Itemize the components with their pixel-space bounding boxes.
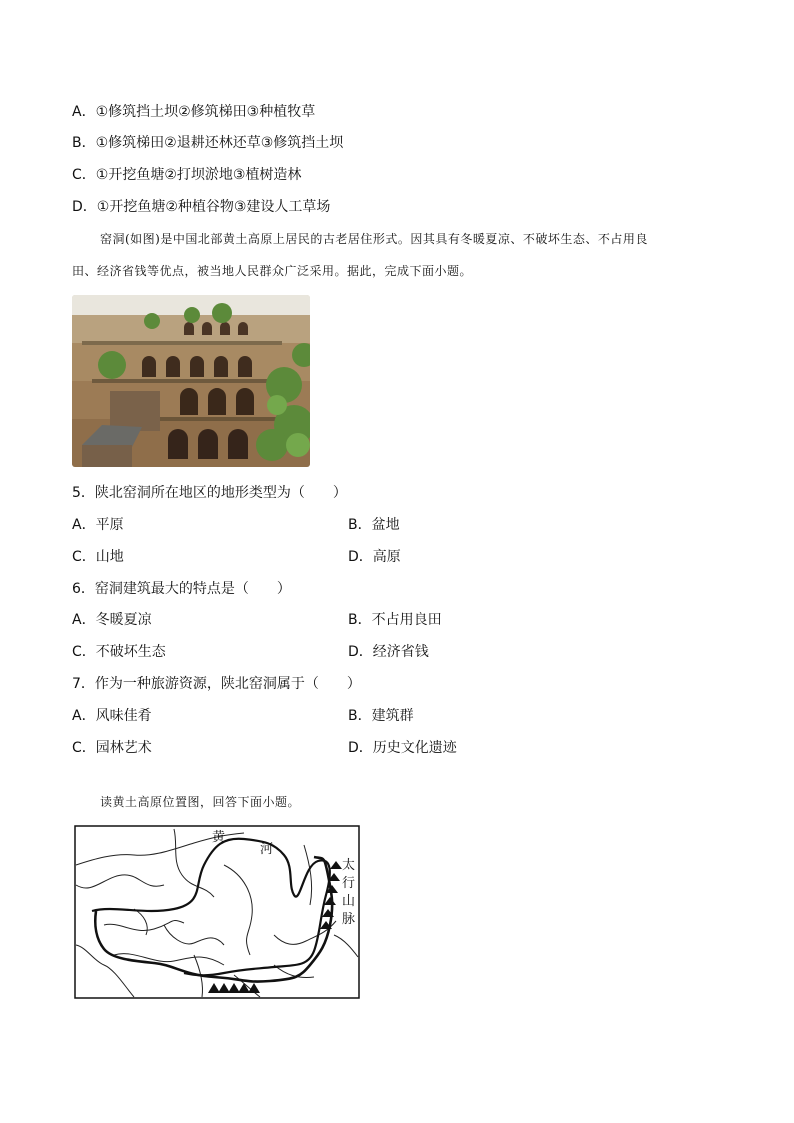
q5-option-a: A．平原 — [72, 517, 124, 533]
q6-option-c: C．不破坏生态 — [72, 644, 166, 660]
map-label-mai: 脉 — [342, 912, 356, 927]
map-label-he: 河 — [260, 842, 274, 857]
map-label-tai: 太 — [342, 858, 356, 873]
map-label-huang: 黄 — [212, 830, 226, 845]
map-intro: 读黄土高原位置图，回答下面小题。 — [100, 795, 301, 809]
loess-plateau-map — [74, 825, 360, 999]
intro-paragraph-line2: 田、经济省钱等优点，被当地人民群众广泛采用。据此，完成下面小题。 — [72, 264, 473, 278]
q6-stem: 6．窑洞建筑最大的特点是（ ） — [72, 581, 291, 597]
q7-option-a: A．风味佳肴 — [72, 708, 152, 724]
q7-option-c: C．园林艺术 — [72, 740, 152, 756]
q5-option-b: B．盆地 — [348, 517, 400, 533]
intro-paragraph-line1: 窑洞(如图)是中国北部黄土高原上居民的古老居住形式。因其具有冬暖夏凉、不破坏生态、不占用良 — [100, 232, 648, 246]
q5-option-c: C．山地 — [72, 549, 124, 565]
q5-stem: 5．陕北窑洞所在地区的地形类型为（ ） — [72, 485, 347, 501]
q6-option-d: D．经济省钱 — [348, 644, 429, 660]
q4-option-c: C．①开挖鱼塘②打坝淤地③植树造林 — [72, 167, 302, 183]
q6-option-b: B．不占用良田 — [348, 612, 442, 628]
map-label-shan: 山 — [342, 894, 356, 909]
cave-dwelling-photo — [72, 295, 310, 467]
q4-option-d: D．①开挖鱼塘②种植谷物③建设人工草场 — [72, 199, 331, 215]
q4-option-b: B．①修筑梯田②退耕还林还草③修筑挡土坝 — [72, 135, 344, 151]
q6-option-a: A．冬暖夏凉 — [72, 612, 152, 628]
map-label-hang: 行 — [342, 876, 356, 891]
q7-stem: 7．作为一种旅游资源，陕北窑洞属于（ ） — [72, 676, 361, 692]
q5-option-d: D．高原 — [348, 549, 401, 565]
q7-option-b: B．建筑群 — [348, 708, 414, 724]
q4-option-a: A．①修筑挡土坝②修筑梯田③种植牧草 — [72, 104, 316, 120]
q7-option-d: D．历史文化遗迹 — [348, 740, 457, 756]
